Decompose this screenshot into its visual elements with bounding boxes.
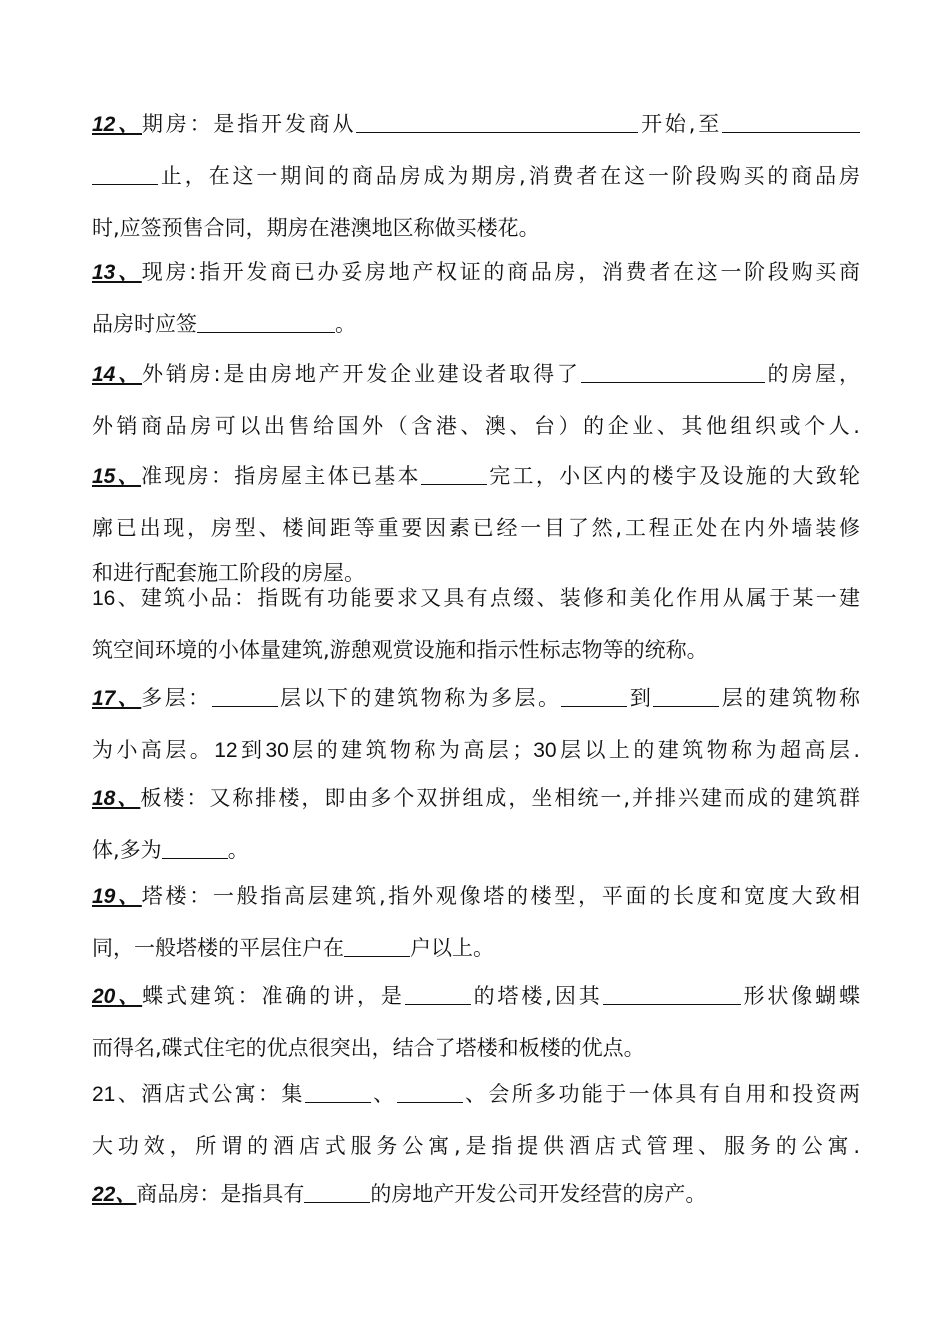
item-21 — [92, 1068, 860, 1172]
item-text: 同，一般塔楼的平层住户在 — [92, 936, 344, 960]
item-18-line-2 — [92, 824, 860, 876]
item-text: 户以上。 — [410, 936, 494, 960]
item-number: 14、 — [92, 363, 143, 386]
item-13-line-2 — [92, 298, 860, 350]
item-text: 层的建筑物称为高层； — [288, 738, 534, 762]
item-17 — [92, 672, 860, 776]
fill-blank[interactable] — [356, 110, 638, 133]
item-number-inline: 12 — [214, 739, 238, 762]
item-22 — [92, 1168, 860, 1220]
fill-blank[interactable] — [603, 982, 741, 1005]
item-number: 21、 — [92, 1083, 142, 1106]
item-text: 层的建筑物称 — [719, 686, 860, 710]
item-text: 外销房:是由房地产开发企业建设者取得了 — [142, 362, 581, 386]
item-number-inline: 30 — [265, 739, 289, 762]
item-number: 19、 — [92, 885, 142, 908]
item-number: 20、 — [92, 985, 143, 1008]
item-text: 品房时应签 — [92, 312, 197, 336]
item-text: 为小高层。 — [92, 738, 215, 762]
item-text: 酒店式公寓：集 — [141, 1082, 305, 1106]
item-15-line-1 — [92, 450, 860, 502]
item-12 — [92, 98, 860, 254]
item-15-line-2 — [92, 502, 860, 554]
item-text: 和进行配套施工阶段的房屋。 — [92, 561, 365, 585]
item-text: 廓已出现，房型、楼间距等重要因素已经一目了然,工程正处在内外墙装修 — [92, 516, 860, 540]
item-text: 开始,至 — [638, 112, 723, 136]
item-20-line-2 — [92, 1022, 860, 1074]
fill-blank[interactable] — [344, 934, 410, 957]
item-text: 完工，小区内的楼宇及设施的大致轮 — [486, 464, 860, 488]
item-text: 现房:指开发商已办妥房地产权证的商品房，消费者在这一阶段购买商 — [141, 260, 860, 284]
item-text: 塔楼：一般指高层建筑,指外观像塔的楼型，平面的长度和宽度大致相 — [141, 884, 860, 908]
item-number: 17、 — [92, 687, 142, 710]
item-21-line-2 — [92, 1120, 860, 1172]
item-number: 15、 — [92, 465, 142, 488]
item-16-line-2 — [92, 624, 860, 676]
item-number-inline: 30 — [533, 739, 557, 762]
item-text: 止，在这一期间的商品房成为期房,消费者在这一阶段购买的商品房 — [158, 164, 860, 188]
item-number: 18、 — [92, 787, 141, 810]
item-17-line-2 — [92, 724, 860, 776]
item-18 — [92, 772, 860, 876]
item-16-line-1 — [92, 572, 860, 624]
item-text: 形状像蝴蝶 — [740, 984, 860, 1008]
item-19-line-2 — [92, 922, 860, 974]
item-text: 建筑小品：指既有功能要求又具有点缀、装修和美化作用从属于某一建 — [140, 586, 860, 610]
fill-blank[interactable] — [305, 1080, 371, 1103]
item-16 — [92, 572, 860, 676]
item-17-line-1 — [92, 672, 860, 724]
item-text: 。 — [335, 312, 356, 336]
item-text: 蝶式建筑：准确的讲，是 — [142, 984, 405, 1008]
item-14-line-1 — [92, 348, 860, 400]
fill-blank[interactable] — [421, 462, 487, 485]
item-19 — [92, 870, 860, 974]
item-text: 多层： — [141, 686, 212, 710]
item-14-line-2 — [92, 400, 860, 452]
item-text: 的塔楼,因其 — [470, 984, 603, 1008]
item-21-line-1 — [92, 1068, 860, 1120]
item-text: 的房屋， — [764, 362, 860, 386]
fill-blank[interactable] — [397, 1080, 463, 1103]
item-text: 、会所多功能于一体具有自用和投资两 — [462, 1082, 860, 1106]
fill-blank[interactable] — [92, 162, 158, 185]
item-text: 而得名,碟式住宅的优点很突出，结合了塔楼和板楼的优点。 — [92, 1036, 645, 1060]
item-12-line-1 — [92, 98, 860, 150]
item-text: 外销商品房可以出售给国外（含港、澳、台）的企业、其他组织或个人. — [92, 414, 860, 438]
item-number: 22、 — [92, 1183, 137, 1206]
item-number: 13、 — [92, 261, 142, 284]
item-text: 的房地产开发公司开发经营的房产。 — [370, 1182, 707, 1206]
item-text: 层以上的建筑物称为超高层. — [556, 738, 860, 762]
item-13 — [92, 246, 860, 350]
item-text: 筑空间环境的小体量建筑,游憩观赏设施和指示性标志物等的统称。 — [92, 638, 708, 662]
item-15 — [92, 450, 860, 592]
item-text: 板楼：又称排楼，即由多个双拼组成，坐相统一,并排兴建而成的建筑群 — [140, 786, 860, 810]
item-text: 层以下的建筑物称为多层。 — [277, 686, 562, 710]
fill-blank[interactable] — [304, 1180, 370, 1203]
fill-blank[interactable] — [197, 310, 335, 333]
item-text: 期房：是指开发商从 — [141, 112, 357, 136]
fill-blank[interactable] — [561, 684, 627, 707]
item-text: 准现房：指房屋主体已基本 — [141, 464, 421, 488]
item-text: 时,应签预售合同，期房在港澳地区称做买楼花。 — [92, 216, 540, 240]
item-18-line-1 — [92, 772, 860, 824]
fill-blank[interactable] — [653, 684, 719, 707]
item-text: 到 — [237, 738, 266, 762]
item-text: 到 — [627, 686, 654, 710]
item-text: 体,多为 — [92, 838, 162, 862]
item-text: 大功效，所谓的酒店式服务公寓,是指提供酒店式管理、服务的公寓. — [92, 1134, 860, 1158]
fill-blank[interactable] — [405, 982, 471, 1005]
item-22-line-1 — [92, 1168, 860, 1220]
item-text: 商品房：是指具有 — [136, 1182, 305, 1206]
item-text: 。 — [227, 838, 249, 862]
item-19-line-1 — [92, 870, 860, 922]
item-20-line-1 — [92, 970, 860, 1022]
item-14 — [92, 348, 860, 452]
item-12-line-2 — [92, 150, 860, 202]
fill-blank[interactable] — [722, 110, 860, 133]
item-number: 16、 — [92, 587, 141, 610]
fill-blank[interactable] — [212, 684, 278, 707]
item-number: 12、 — [92, 113, 142, 136]
item-20 — [92, 970, 860, 1074]
item-13-line-1 — [92, 246, 860, 298]
fill-blank[interactable] — [162, 836, 228, 859]
fill-blank[interactable] — [581, 360, 765, 383]
item-text: 、 — [370, 1082, 397, 1106]
